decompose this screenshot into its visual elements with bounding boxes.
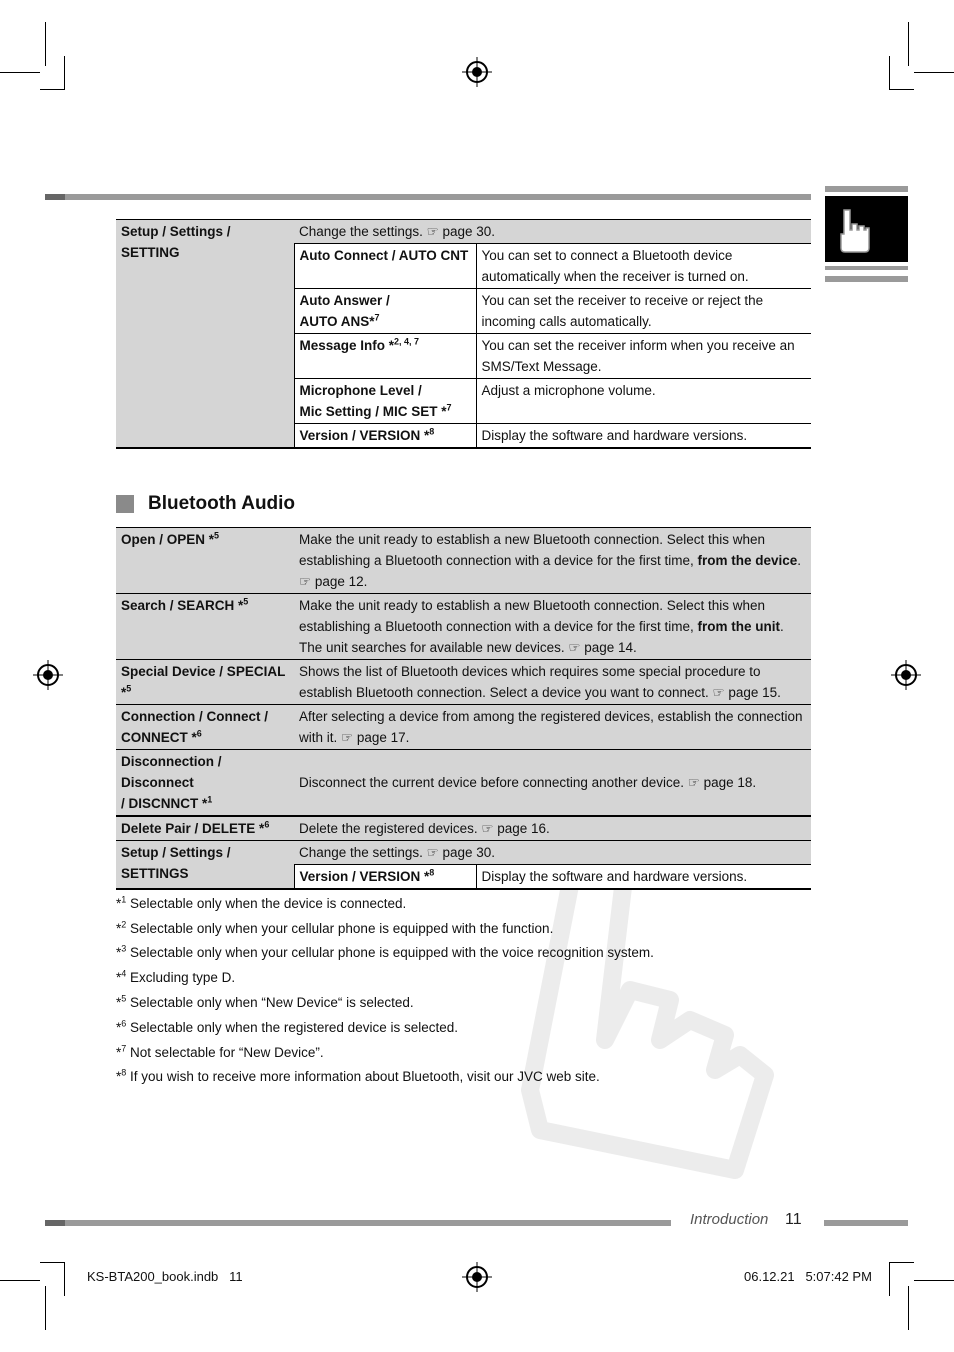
registration-mark-icon [37,664,59,686]
bluetooth-audio-table [116,527,811,890]
desc-open: Make the unit ready to establish a new Bluetooth connection. Select this when establishing a Bluetooth connection with a device for the first time, from the device. ☞ page 12. [294,528,811,594]
registration-mark-icon [466,61,488,83]
print-timestamp: 06.12.21 5:07:42 PM [744,1269,872,1284]
desc-auto-answer: You can set the receiver to receive or reject the incoming calls automatically. [476,289,811,334]
heading-bullet-icon [116,495,134,513]
item-version-bt: Version / VERSION *$^8$ [294,865,476,890]
desc-search: Make the unit ready to establish a new Bluetooth connection. Select this when establishing a Bluetooth connection with a device for the first time, from the unit. The unit searches for available new devices. ☞ page 14. [294,594,811,660]
setup-settings-note: Change the settings. ☞ page 30. [294,841,811,865]
desc-version-bt: Display the software and hardware versions. [476,865,811,890]
footer-rule-left [45,1220,671,1226]
footnote: *$^1$ Selectable only when the device is connected. [116,894,407,911]
desc-version: Display the software and hardware versions. [476,424,811,449]
setup-note: Change the settings. ☞ page 30. [294,220,811,244]
footer-rule-right [824,1220,908,1226]
item-auto-answer: Auto Answer / AUTO ANS*$^7$ [294,289,476,334]
menu-delete-pair: Delete Pair / DELETE *$^6$ [116,816,294,841]
menu-setup-settings: Setup / Settings / SETTINGS [116,841,294,890]
registration-mark-icon [895,664,917,686]
desc-special-device: Shows the list of Bluetooth devices which requires some special procedure to establish Bluetooth connection. Select a device you want to connect. ☞ page 15. [294,660,811,705]
watermark-hand-icon [510,840,780,1180]
footnote: *$^8$ If you wish to receive more information about Bluetooth, visit our JVC web site. [116,1067,600,1084]
hand-pointer-icon [836,206,870,254]
menu-search: Search / SEARCH *$^5$ [116,594,294,660]
menu-special-device: Special Device / SPECIAL *$^5$ [116,660,294,705]
footnote: *$^5$ Selectable only when “New Device“ is selected. [116,993,414,1010]
footer-rule-accent [45,1220,65,1226]
menu-setup-setting: Setup / Settings / SETTING [116,220,294,449]
footnote: *$^7$ Not selectable for “New Device”. [116,1043,324,1060]
header-rule-accent [45,194,65,200]
desc-microphone-level: Adjust a microphone volume. [476,379,811,424]
item-version: Version / VERSION *$^8$ [294,424,476,449]
registration-mark-icon [466,1266,488,1288]
footnote: *$^2$ Selectable only when your cellular phone is equipped with the function. [116,919,554,936]
desc-auto-connect: You can set to connect a Bluetooth device automatically when the receiver is turned on. [476,244,811,289]
section-label: Introduction [690,1211,769,1228]
print-file-name: KS-BTA200_book.indb 11 [87,1269,243,1284]
menu-disconnection: Disconnection / Disconnect / DISCNNCT *$^1$ [116,750,294,817]
menu-open: Open / OPEN *$^5$ [116,528,294,594]
menu-connection: Connection / Connect / CONNECT *$^6$ [116,705,294,750]
desc-delete-pair: Delete the registered devices. ☞ page 16. [294,816,811,841]
desc-message-info: You can set the receiver inform when you receive an SMS/Text Message. [476,334,811,379]
item-message-info: Message Info *$^{2, 4, 7}$ [294,334,476,379]
setup-settings-table [116,219,811,449]
footnote: *$^4$ Excluding type D. [116,968,236,985]
header-rule [45,194,811,200]
section-heading: Bluetooth Audio [148,493,296,514]
item-auto-connect: Auto Connect / AUTO CNT [294,244,476,289]
footnote: *$^3$ Selectable only when your cellular phone is equipped with the voice recognition system. [116,943,654,960]
desc-disconnection: Disconnect the current device before connecting another device. ☞ page 18. [294,750,811,817]
desc-connection: After selecting a device from among the registered devices, establish the connection with it. ☞ page 17. [294,705,811,750]
page-number: 11 [785,1211,802,1228]
item-microphone-level: Microphone Level / Mic Setting / MIC SET *$^7$ [294,379,476,424]
footnote: *$^6$ Selectable only when the registered device is selected. [116,1018,458,1035]
